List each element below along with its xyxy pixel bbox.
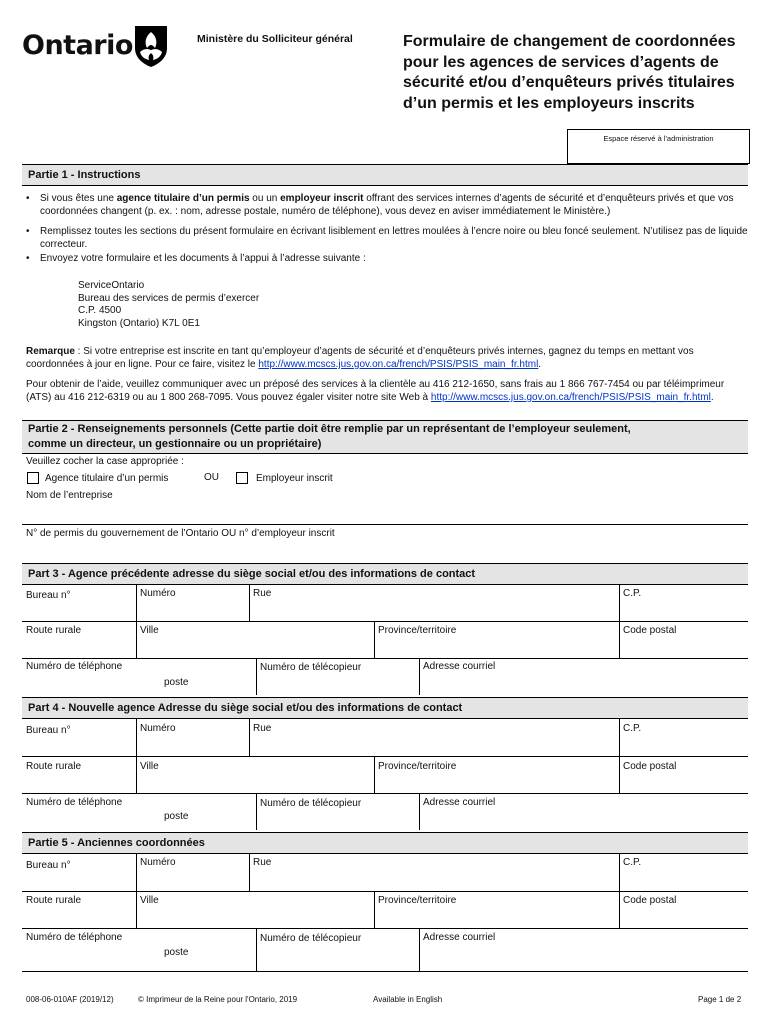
bullet-text: offrant des services internes d’agents de sécurité et d’enquêteurs privés et que vos coordonnées changent (p. ex. : nom, adresse postale, numéro de téléphone), vous devez en aviser immédiatement le Ministère.) [40, 193, 734, 217]
address-line: ServiceOntario [78, 280, 145, 291]
province-field[interactable]: Province/territoire [378, 625, 457, 636]
grid-line [136, 854, 137, 891]
instruction-bullet [26, 225, 762, 251]
licensed-agency-label: Agence titulaire d’un permis [45, 473, 169, 484]
grid-line [256, 658, 257, 695]
extension-field[interactable]: poste [164, 811, 189, 822]
help-text: Pour obtenir de l’aide, veuillez communiquer avec un préposé des services à la clientèle au 416 212-1650, sans frais au 1 866 767-7454 ou par téléimprimeur (ATS) au 416 212-6319 ou au 1 800 268-7095. Vous pouvez égaler visiter notre site Web à [26, 379, 725, 403]
fax-field[interactable]: Numéro de télécopieur [260, 662, 362, 673]
extension-field[interactable]: poste [164, 677, 189, 688]
rural-route-field[interactable]: Route rurale [26, 761, 82, 772]
help-paragraph [26, 378, 748, 404]
permit-number-input[interactable] [22, 527, 748, 562]
instruction-bullet [26, 192, 762, 218]
grid-line [22, 891, 748, 892]
grid-line [374, 621, 375, 658]
grid-line [419, 928, 420, 971]
licensed-agency-checkbox[interactable] [27, 472, 39, 484]
phone-field[interactable]: Numéro de téléphone [26, 797, 123, 808]
street-field[interactable]: Rue [253, 857, 272, 868]
remark-text: : Si votre entreprise est inscrite en tant qu’employeur d’agents de sécurité et d’enquêteurs privés internes, gagnez du temps en mettant vos coordonnées à jour en ligne. Pour ce faire, visitez le [26, 346, 694, 370]
permit-number-label: N° de permis du gouvernement de l’Ontario OU n° d’employeur inscrit [26, 528, 335, 539]
form-title [403, 32, 763, 114]
ministry-name: Ministère du Solliciteur général [197, 33, 353, 45]
bullet-text: ou un [249, 193, 281, 204]
remark-end: . [538, 359, 542, 370]
street-number-field[interactable]: Numéro [140, 588, 176, 599]
po-box-field[interactable]: C.P. [623, 857, 642, 868]
suite-number-field[interactable]: Bureau n° [26, 590, 71, 601]
grid-line [256, 928, 257, 971]
bullet-bold: employeur inscrit [280, 193, 364, 204]
grid-line [22, 658, 748, 659]
street-number-field[interactable]: Numéro [140, 857, 176, 868]
mailing-address [78, 280, 259, 330]
po-box-field[interactable]: C.P. [623, 588, 642, 599]
city-field[interactable]: Ville [140, 895, 159, 906]
grid-line [22, 756, 748, 757]
address-line: Kingston (Ontario) K7L 0E1 [78, 317, 200, 329]
suite-number-field[interactable]: Bureau n° [26, 860, 71, 871]
grid-line [374, 756, 375, 793]
online-update-link[interactable]: http://www.mcscs.jus.gov.on.ca/french/PSIS/PSIS_main_fr.html [258, 359, 539, 370]
bullet-icon: • [26, 193, 30, 204]
grid-line [256, 793, 257, 830]
street-number-field[interactable]: Numéro [140, 723, 176, 734]
province-field[interactable]: Province/territoire [378, 761, 457, 772]
divider [22, 524, 748, 525]
grid-line [619, 891, 620, 928]
instruction-bullet [26, 252, 762, 265]
grid-line [419, 793, 420, 830]
registered-employer-label: Employeur inscrit [256, 473, 333, 484]
province-field[interactable]: Province/territoire [378, 895, 457, 906]
extension-field[interactable]: poste [164, 947, 189, 958]
check-prompt: Veuillez cocher la case appropriée : [26, 456, 184, 467]
city-field[interactable]: Ville [140, 625, 159, 636]
ontario-logo-text: Ontario [22, 30, 133, 61]
title-line: sécurité et/ou d’enquêteurs privés titulaires [403, 74, 735, 91]
suite-number-field[interactable]: Bureau n° [26, 725, 71, 736]
admin-reserved-label: Espace réservé à l'administration [603, 134, 714, 143]
form-number: 008-06-010AF (2019/12) [26, 995, 114, 1004]
city-field[interactable]: Ville [140, 761, 159, 772]
grid-line [136, 719, 137, 756]
company-name-label: Nom de l’entreprise [26, 490, 113, 501]
grid-line [619, 585, 620, 621]
email-field[interactable]: Adresse courriel [423, 661, 496, 672]
bullet-text: Envoyez votre formulaire et les documents à l’appui à l’adresse suivante : [40, 253, 366, 264]
available-in-english: Available in English [373, 995, 443, 1004]
grid-line [22, 928, 748, 929]
email-field[interactable]: Adresse courriel [423, 797, 496, 808]
part4-heading: Part 4 - Nouvelle agence Adresse du siège social et/ou des informations de contact [22, 697, 748, 719]
registered-employer-checkbox[interactable] [236, 472, 248, 484]
grid-line [619, 719, 620, 756]
phone-field[interactable]: Numéro de téléphone [26, 661, 123, 672]
postal-code-field[interactable]: Code postal [623, 625, 677, 636]
street-field[interactable]: Rue [253, 588, 272, 599]
address-line: Bureau des services de permis d’exercer [78, 292, 260, 304]
grid-line [22, 621, 748, 622]
grid-line [136, 756, 137, 793]
website-link[interactable]: http://www.mcscs.jus.gov.on.ca/french/PSIS/PSIS_main_fr.html [430, 392, 711, 403]
grid-line [619, 854, 620, 891]
phone-field[interactable]: Numéro de téléphone [26, 932, 123, 943]
fax-field[interactable]: Numéro de télécopieur [260, 798, 362, 809]
grid-line [136, 585, 137, 621]
address-line: C.P. 4500 [78, 305, 122, 316]
grid-line [136, 621, 137, 658]
grid-line [249, 854, 250, 891]
remark-paragraph [26, 345, 748, 371]
title-line: d’un permis et les employeurs inscrits [403, 94, 695, 112]
part2-heading-line: Partie 2 - Renseignements personnels (Cette partie doit être remplie par un représentant de l’employeur seulement, [28, 423, 631, 435]
grid-line [249, 585, 250, 621]
grid-line [22, 971, 748, 972]
postal-code-field[interactable]: Code postal [623, 895, 677, 906]
bullet-icon: • [26, 253, 30, 264]
bullet-text: Remplissez toutes les sections du présent formulaire en écrivant lisiblement en lettres moulées à l’encre noire ou bleu foncé seulement. N’utilisez pas de liquide correcteur. [40, 226, 748, 250]
bullet-icon: • [26, 226, 30, 237]
street-field[interactable]: Rue [253, 723, 272, 734]
part1-heading: Partie 1 - Instructions [22, 164, 748, 186]
part2-heading [22, 420, 748, 454]
bullet-bold: agence titulaire d’un permis [116, 193, 250, 204]
rural-route-field[interactable]: Route rurale [26, 895, 82, 906]
grid-line [249, 719, 250, 756]
bullet-text: Si vous êtes une [40, 193, 117, 204]
company-name-input[interactable] [22, 490, 748, 524]
email-field[interactable]: Adresse courriel [423, 932, 496, 943]
part5-heading: Partie 5 - Anciennes coordonnées [22, 832, 748, 854]
grid-line [619, 756, 620, 793]
admin-reserved-box [567, 129, 750, 164]
rural-route-field[interactable]: Route rurale [26, 625, 82, 636]
grid-line [22, 793, 748, 794]
title-line: pour les agences de services d’agents de [403, 53, 719, 71]
postal-code-field[interactable]: Code postal [623, 761, 677, 772]
fax-field[interactable]: Numéro de télécopieur [260, 933, 362, 944]
po-box-field[interactable]: C.P. [623, 723, 642, 734]
page-number: Page 1 de 2 [698, 995, 742, 1004]
part3-heading: Part 3 - Agence précédente adresse du siège social et/ou des informations de contact [22, 563, 748, 585]
trillium-logo-icon [131, 22, 171, 68]
part2-heading-line: comme un directeur, un gestionnaire ou un propriétaire) [28, 438, 322, 450]
grid-line [419, 658, 420, 695]
help-end: . [710, 392, 714, 403]
or-label: OU [204, 472, 219, 483]
grid-line [374, 891, 375, 928]
remark-label: Remarque [26, 346, 75, 357]
copyright: © Imprimeur de la Reine pour l'Ontario, 2019 [138, 995, 298, 1004]
grid-line [136, 891, 137, 928]
title-line: Formulaire de changement de coordonnées [403, 33, 736, 50]
grid-line [619, 621, 620, 658]
